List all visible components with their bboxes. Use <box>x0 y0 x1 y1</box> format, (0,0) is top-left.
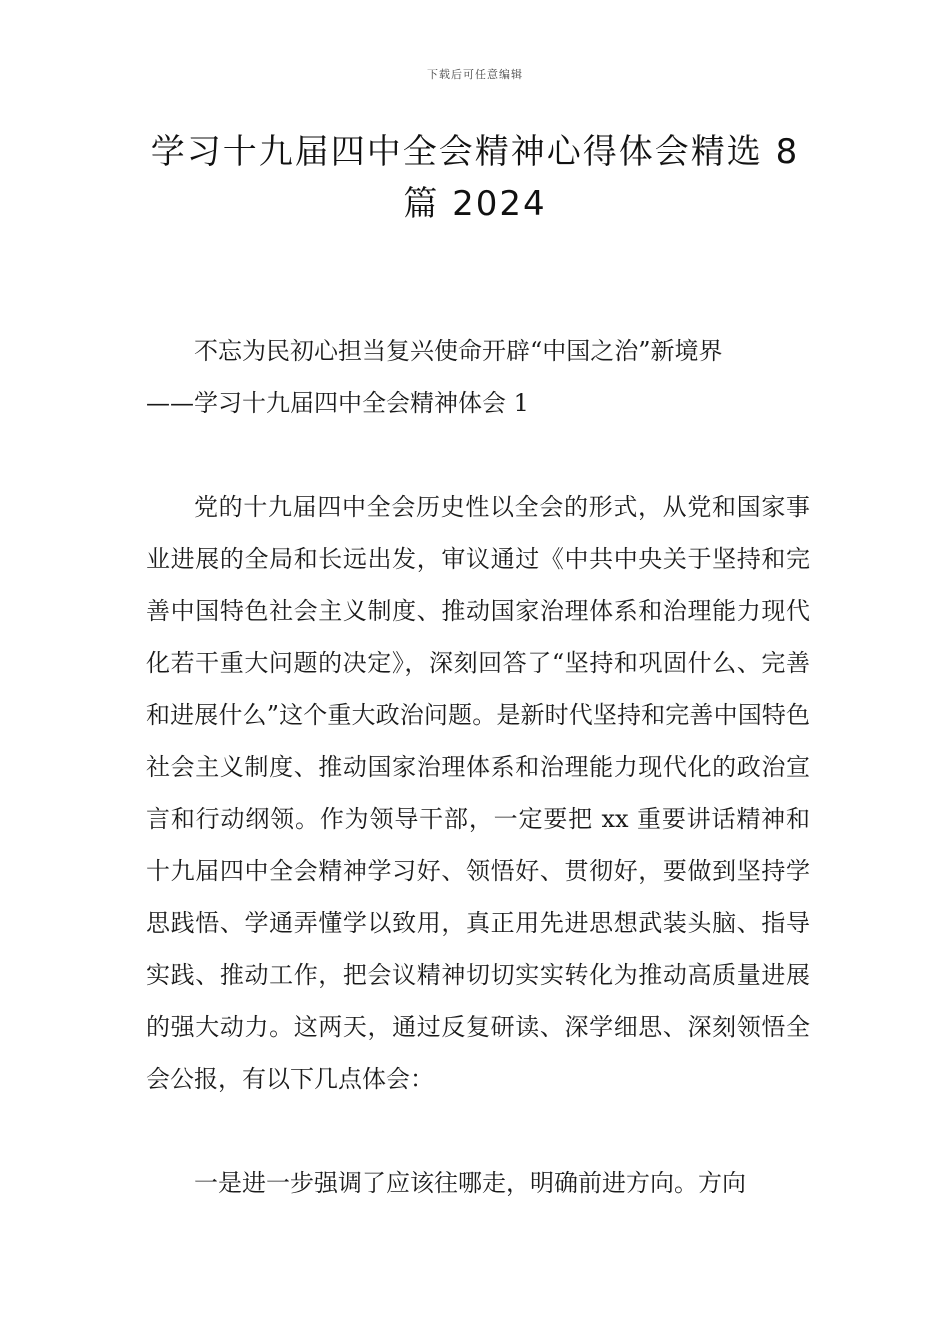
header-note: 下载后可任意编辑 <box>427 68 523 81</box>
title-line-2: 篇 2024 <box>403 184 547 224</box>
subtitle-line-1: 不忘为民初心担当复兴使命开辟“中国之治”新境界 <box>194 337 723 365</box>
paragraph-gap <box>146 1105 810 1157</box>
title-line-1: 学习十九届四中全会精神心得体会精选 8 <box>150 132 800 172</box>
paragraph-1: 党的十九届四中全会历史性以全会的形式，从党和国家事业进展的全局和长远出发，审议通过《中共中央关于坚持和完善中国特色社会主义制度、推动国家治理体系和治理能力现代化若干重大问题的决定》，深刻回答了“坚持和巩固什么、完善和进展什么”这个重大政治问题。是新时代坚持和完善中国特色社会主义制度、推动国家治理体系和治理能力现代化的政治宣言和行动纲领。作为领导干部，一定要把 xx 重要讲话精神和十九届四中全会精神学习好、领悟好、贯彻好，要做到坚持学思践悟、学通弄懂学以致用，真正用先进思想武装头脑、指导实践、推动工作，把会议精神切切实实转化为推动高质量进展的强大动力。这两天，通过反复研读、深学细思、深刻领悟全会公报，有以下几点体会： <box>146 493 810 1093</box>
paragraph-gap <box>146 429 810 481</box>
document-title <box>120 126 830 230</box>
subtitle-line-2: ——学习十九届四中全会精神体会 1 <box>146 389 529 417</box>
document-body <box>146 325 810 1209</box>
paragraph-2: 一是进一步强调了应该往哪走，明确前进方向。方向 <box>194 1169 746 1197</box>
